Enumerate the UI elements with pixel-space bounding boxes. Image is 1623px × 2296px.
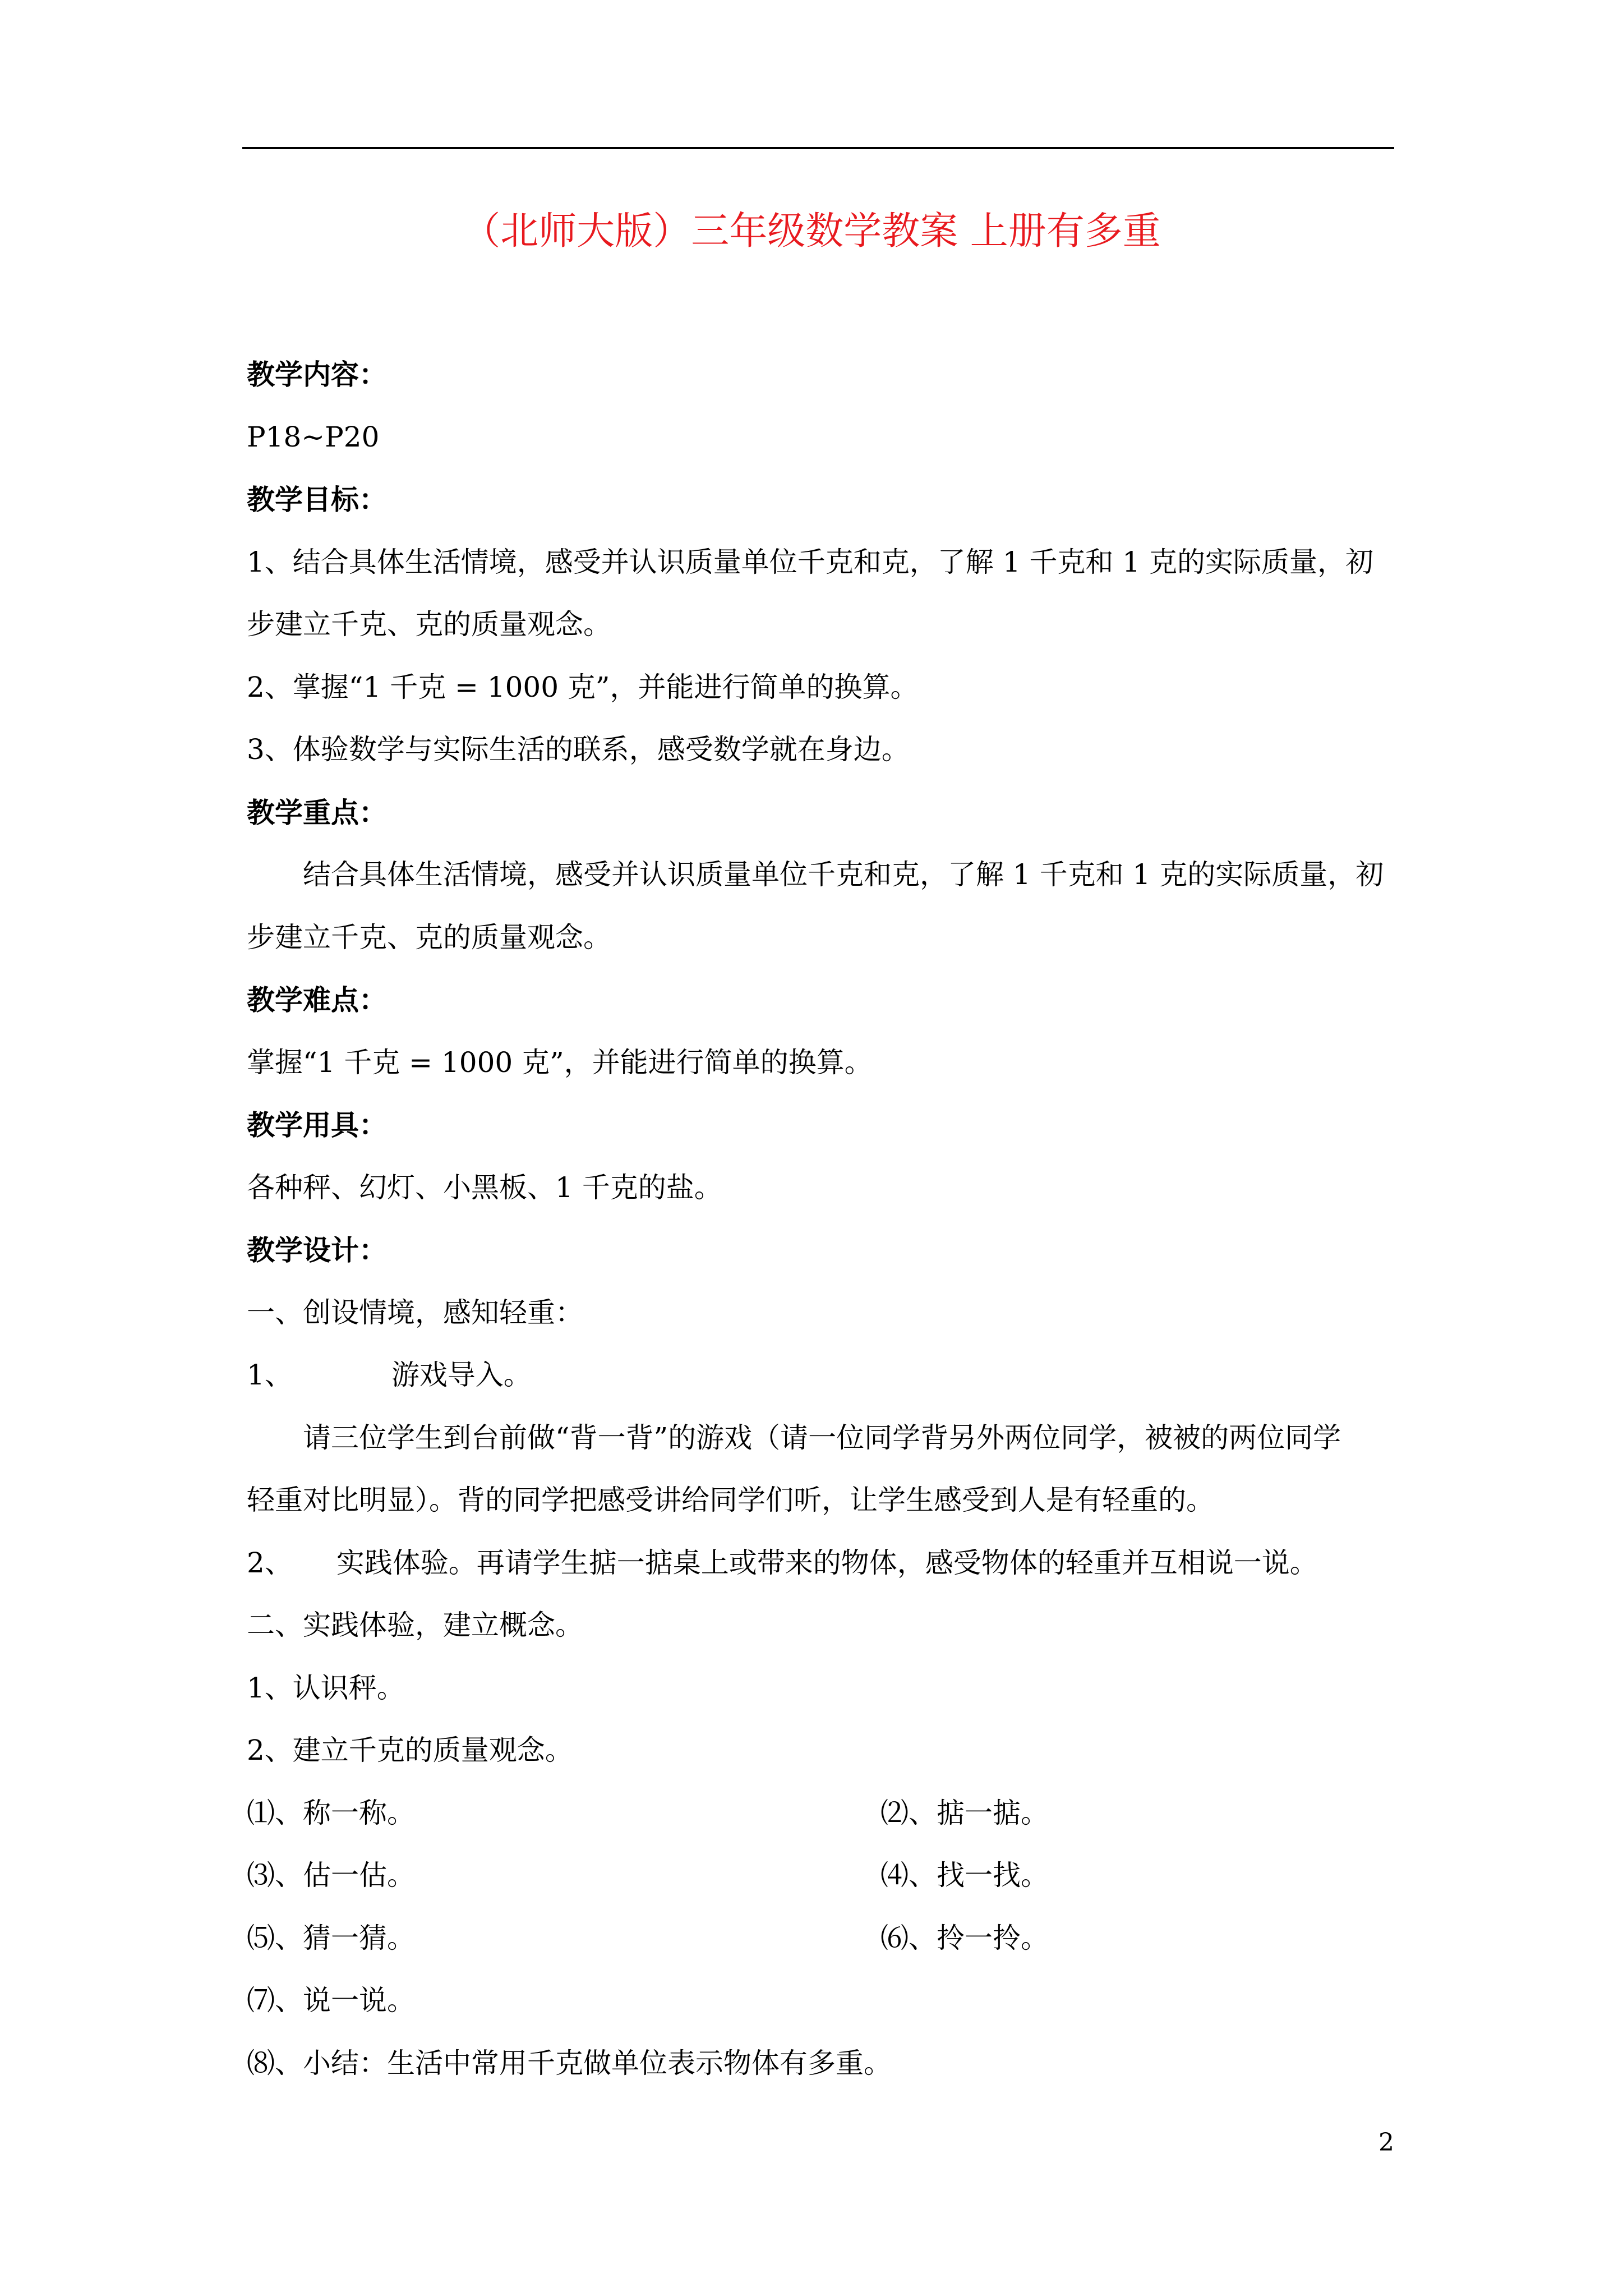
steps-row-1 <box>247 1782 1391 1845</box>
key-heading: 教学重点： <box>247 795 387 829</box>
part-2-title: 二、实践体验，建立概念。 <box>247 1609 583 1641</box>
part-1-title: 一、创设情境，感知轻重： <box>247 1296 583 1329</box>
goals-heading: 教学目标： <box>247 483 387 516</box>
step-8: ⑻、小结：生活中常用千克做单位表示物体有多重。 <box>247 2046 892 2079</box>
step-5: ⑸、猜一猜。 <box>247 1921 415 1954</box>
steps-row-3 <box>247 1907 1391 1970</box>
part-1-item-1-text: 游戏导入。 <box>391 1359 532 1391</box>
key-line-2: 步建立千克、克的质量观念。 <box>247 921 611 954</box>
document-title <box>0 206 1623 257</box>
key-line-1: 结合具体生活情境，感受并认识质量单位千克和克，了解 1 千克和 1 克的实际质量，初 <box>303 858 1384 891</box>
tools-heading: 教学用具： <box>247 1108 387 1142</box>
goal-1-line-2: 步建立千克、克的质量观念。 <box>247 608 611 641</box>
part-1-game-line-1: 请三位学生到台前做“背一背”的游戏（请一位同学背另外两位同学，被被的两位同学 <box>303 1421 1341 1454</box>
page-number: 2 <box>1378 2128 1394 2157</box>
part-1-game-line-2: 轻重对比明显）。背的同学把感受讲给同学们听，让学生感受到人是有轻重的。 <box>247 1484 1214 1516</box>
difficulty-heading: 教学难点： <box>247 983 387 1016</box>
step-7: ⑺、说一说。 <box>247 1984 415 2017</box>
part-1-item-1-number: 1、 <box>247 1359 293 1391</box>
part-2-item-1: 1、认识秤。 <box>247 1671 405 1704</box>
part-2-item-2: 2、建立千克的质量观念。 <box>247 1734 573 1766</box>
step-3: ⑶、估一估。 <box>247 1859 415 1892</box>
step-6: ⑹、拎一拎。 <box>880 1921 1049 1954</box>
part-1-item-1 <box>247 1344 1391 1407</box>
part-1-item-2-number: 2、 <box>247 1546 293 1579</box>
document-body <box>247 343 1391 2095</box>
content-text: P18~P20 <box>247 420 380 453</box>
header-rule <box>242 147 1394 149</box>
step-2: ⑵、掂一掂。 <box>880 1796 1049 1829</box>
goal-3: 3、体验数学与实际生活的联系，感受数学就在身边。 <box>247 733 910 766</box>
goal-2: 2、掌握“1 千克 = 1000 克”，并能进行简单的换算。 <box>247 670 919 703</box>
steps-row-2 <box>247 1844 1391 1907</box>
document-title-text: （北师大版）三年级数学教案 上册有多重 <box>462 209 1161 254</box>
step-1: ⑴、称一称。 <box>247 1796 415 1829</box>
design-heading: 教学设计： <box>247 1234 387 1267</box>
difficulty-text: 掌握“1 千克 = 1000 克”，并能进行简单的换算。 <box>247 1046 873 1079</box>
content-heading: 教学内容： <box>247 358 387 391</box>
part-1-item-2-text: 实践体验。再请学生掂一掂桌上或带来的物体，感受物体的轻重并互相说一说。 <box>336 1546 1318 1579</box>
step-4: ⑷、找一找。 <box>880 1859 1049 1892</box>
goal-1-line-1: 1、结合具体生活情境，感受并认识质量单位千克和克，了解 1 千克和 1 克的实际质量，初 <box>247 545 1374 578</box>
tools-text: 各种秤、幻灯、小黑板、1 千克的盐。 <box>247 1171 722 1204</box>
part-1-item-2 <box>247 1532 1391 1595</box>
